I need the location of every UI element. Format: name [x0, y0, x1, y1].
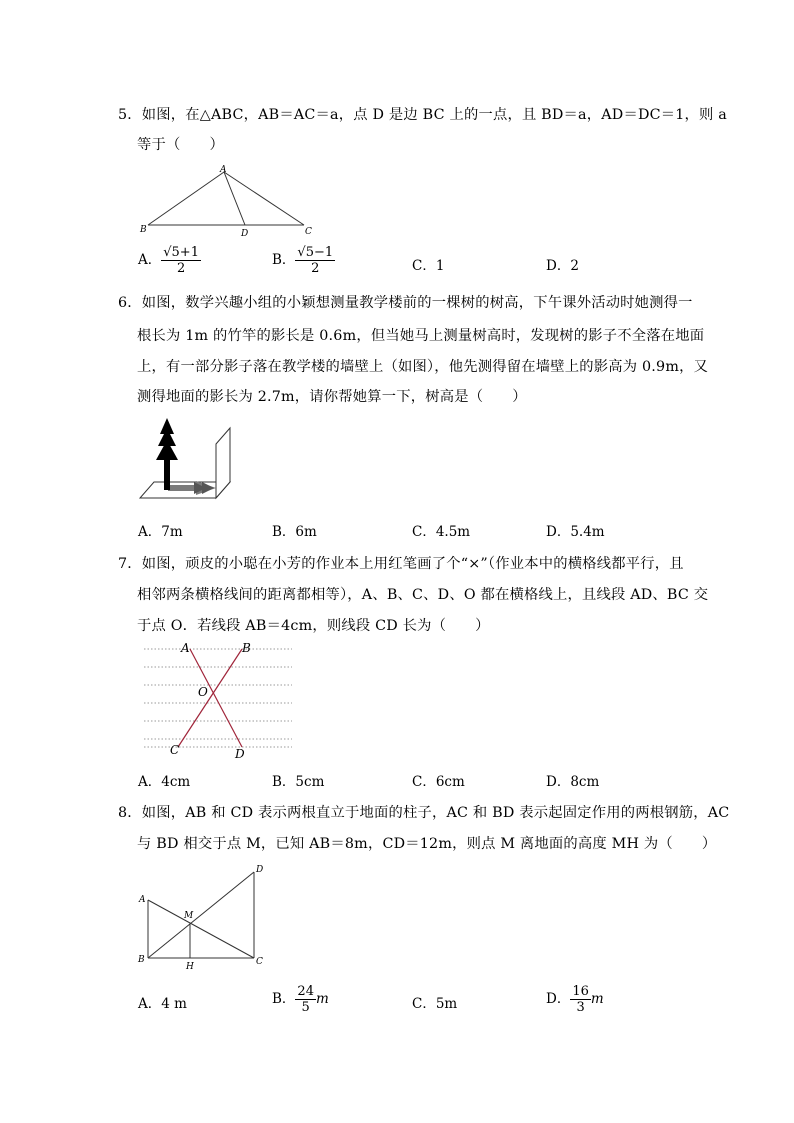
- q7-option-a: A．4cm: [138, 774, 191, 790]
- q7-label-A: A: [181, 641, 190, 655]
- q8-option-b-unit: m: [315, 991, 329, 1007]
- q6-wall: [216, 428, 230, 498]
- q8-label-D: D: [256, 865, 264, 875]
- q5-option-a: A． $\frac{√5+1}{2}$: [138, 245, 199, 276]
- q8-label-H: H: [186, 962, 194, 972]
- q5-option-b-num: √5−1: [297, 245, 334, 260]
- q6-tree-trunk: [164, 458, 170, 490]
- q7-label-C: C: [170, 743, 180, 757]
- q8-pillars-figure: [136, 860, 270, 974]
- q6-text-line4: 测得地面的影长为 2.7m，请你帮她算一下，树高是（ ）: [137, 389, 527, 405]
- q5-option-b-den: 2: [311, 261, 320, 276]
- q8-option-b-den: 5: [301, 1000, 310, 1015]
- q8-text-line1: 8．如图，AB 和 CD 表示两根直立于地面的柱子，AC 和 BD 表示起固定作用的两根钢筋，AC: [118, 805, 730, 821]
- q8-option-a: A．4 m: [138, 996, 187, 1012]
- q8-text-line2: 与 BD 相交于点 M，已知 AB＝8m，CD＝12m，则点 M 离地面的高度 MH 为（ ）: [137, 836, 717, 852]
- q6-option-b: B．6m: [272, 524, 317, 540]
- q7-option-c: C．6cm: [412, 774, 465, 790]
- q5-option-a-den: 2: [176, 261, 186, 276]
- q7-label-B: B: [242, 641, 251, 655]
- q7-ruled-lines: [144, 649, 292, 747]
- q5-option-c: C．1: [412, 258, 445, 274]
- q8-label-C: C: [256, 957, 263, 967]
- q5-label-D: D: [241, 229, 249, 239]
- q5-label-A: A: [220, 165, 227, 175]
- q5-text-line2: 等于（ ）: [137, 137, 224, 153]
- q8-option-d-unit: m: [590, 991, 604, 1007]
- q5-option-b: B． $\frac{√5-1}{2}$: [272, 245, 334, 276]
- q6-option-c: C．4.5m: [412, 524, 471, 540]
- q5-text-line1: 5．如图，在△ABC，AB＝AC＝a，点 D 是边 BC 上的一点，且 BD＝a，AD＝DC＝1，则 a: [118, 107, 728, 123]
- q7-text-line3: 于点 O．若线段 AB＝4cm，则线段 CD 长为（ ）: [137, 618, 490, 634]
- q7-text-line2: 相邻两条横格线间的距离都相等），A、B、C、D、O 都在横格线上，且线段 AD、BC 交: [137, 587, 709, 603]
- q6-text-line2: 根长为 1m 的竹竿的影长是 0.6m，但当她马上测量树高时，发现树的影子不全落在地面: [137, 328, 705, 344]
- q8-option-c: C．5m: [412, 996, 458, 1012]
- q5-option-a-num: √5+1: [163, 245, 199, 260]
- q5-option-d: D．2: [546, 258, 579, 274]
- q6-option-d: D．5.4m: [546, 524, 605, 540]
- q7-label-O: O: [198, 685, 208, 699]
- q8-option-d: D． $\frac{16}{3}$ m: [546, 984, 604, 1015]
- q6-option-a: A．7m: [138, 524, 183, 540]
- q8-option-d-num: 16: [572, 984, 589, 999]
- q8-option-d-den: 3: [576, 1000, 585, 1015]
- q7-text-line1: 7．如图，顽皮的小聪在小芳的作业本上用红笔画了个“×”（作业本中的横格线都平行，且: [118, 556, 684, 572]
- q6-text-line1: 6．如图，数学兴趣小组的小颖想测量教学楼前的一棵树的树高，下午课外活动时她测得一: [118, 295, 693, 311]
- q5-label-C: C: [305, 227, 312, 237]
- q7-option-b: B．5cm: [272, 774, 325, 790]
- q8-option-b: B． $\frac{24}{5}$ m: [272, 984, 329, 1015]
- q8-label-B: B: [138, 955, 145, 965]
- q7-option-d: D．8cm: [546, 774, 600, 790]
- q5-label-B: B: [140, 225, 147, 235]
- q8-option-b-num: 24: [297, 984, 314, 999]
- q7-cross-figure: [136, 640, 296, 764]
- q5-triangle-figure: [138, 162, 328, 240]
- q6-tree-shadow-figure: [136, 412, 236, 502]
- q7-segment-BC: [178, 649, 242, 747]
- q8-label-M: M: [184, 911, 194, 921]
- q7-label-D: D: [235, 747, 245, 761]
- q6-text-line3: 上，有一部分影子落在教学楼的墙壁上（如图），他先测得留在墙壁上的影高为 0.9m，又: [137, 359, 709, 375]
- q8-label-A: A: [139, 895, 146, 905]
